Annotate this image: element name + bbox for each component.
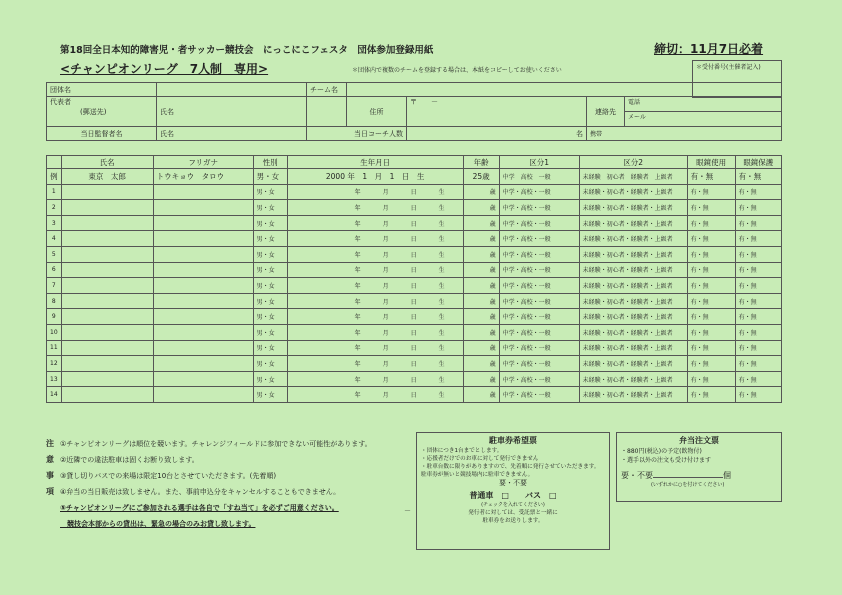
coach-count-label: 当日コーチ人数 xyxy=(307,127,407,141)
name-cell[interactable] xyxy=(61,324,153,340)
age-cell[interactable]: 歳 xyxy=(463,184,499,200)
div1-cell[interactable]: 中学・高校・一般 xyxy=(499,371,579,387)
guard-cell[interactable]: 有・無 xyxy=(735,184,781,200)
div1-cell[interactable]: 中学・高校・一般 xyxy=(499,293,579,309)
div2-cell[interactable]: 未経験・初心者・経験者・上級者 xyxy=(579,246,687,262)
guard-cell[interactable]: 有・無 xyxy=(735,309,781,325)
age-cell[interactable]: 歳 xyxy=(463,246,499,262)
glasses-cell[interactable]: 有・無 xyxy=(687,215,735,231)
sex-cell[interactable]: 男・女 xyxy=(253,278,287,294)
guard-cell[interactable]: 有・無 xyxy=(735,246,781,262)
glasses-cell[interactable]: 有・無 xyxy=(687,356,735,372)
row-number: 11 xyxy=(47,340,62,356)
rep-name-cell[interactable] xyxy=(157,97,307,127)
name-cell[interactable] xyxy=(61,246,153,262)
contact-field[interactable]: 電話 メール xyxy=(625,97,782,127)
guard-cell[interactable]: 有・無 xyxy=(735,356,781,372)
name-cell[interactable] xyxy=(61,231,153,247)
parking-request-box[interactable]: 駐車券希望票 ・団体につき1台までとします。 ・応援者だけでのお車に対して発行できません ・駐車台数に限りがありますので、先着順に発行させていただきます。駐車券が無いと競技場内に駐車できません。 要・不要 普通車 □ バス □ (チェックを入れてください) 発行者に対しては、受託票と一緒に 駐車券をお送りします。 xyxy=(416,432,610,550)
kana-cell[interactable] xyxy=(153,371,253,387)
kana-cell[interactable] xyxy=(153,293,253,309)
div2-cell[interactable]: 未経験・初心者・経験者・上級者 xyxy=(579,215,687,231)
deadline: 締切：11月7日必着 xyxy=(654,42,764,56)
div1-cell[interactable]: 中学・高校・一般 xyxy=(499,356,579,372)
row-number: 2 xyxy=(47,200,62,216)
bento-need[interactable]: 要・不要 xyxy=(621,471,653,480)
kana-cell[interactable] xyxy=(153,215,253,231)
sex-cell[interactable]: 男・女 xyxy=(253,200,287,216)
glasses-cell[interactable]: 有・無 xyxy=(687,262,735,278)
player-table xyxy=(46,155,782,403)
supervisor-label: 当日監督者名 xyxy=(47,127,157,141)
div1-cell[interactable]: 中学・高校・一般 xyxy=(499,262,579,278)
guard-cell[interactable]: 有・無 xyxy=(735,293,781,309)
age-cell[interactable]: 歳 xyxy=(463,293,499,309)
copy-note: ＊団体内で複数のチームを登録する場合は、本紙をコピーしてお使いください xyxy=(352,67,562,74)
guard-cell[interactable]: 有・無 xyxy=(735,387,781,403)
glasses-cell[interactable]: 有・無 xyxy=(687,184,735,200)
div2-cell[interactable]: 未経験・初心者・経験者・上級者 xyxy=(579,231,687,247)
row-number: 5 xyxy=(47,246,62,262)
div1-cell[interactable]: 中学・高校・一般 xyxy=(499,246,579,262)
age-cell[interactable]: 歳 xyxy=(463,387,499,403)
table-row[interactable] xyxy=(47,293,782,309)
bento-order-box[interactable]: 弁当注文票 ・880円(税込)の予定(飲物付) ・選手以外の注文も受け付けます 要・不要 個 (いずれかに○を付けてください) xyxy=(616,432,782,502)
glasses-cell[interactable]: 有・無 xyxy=(687,309,735,325)
div2-cell[interactable]: 未経験・初心者・経験者・上級者 xyxy=(579,340,687,356)
kana-cell[interactable] xyxy=(153,340,253,356)
rep-name-label: 氏名 xyxy=(160,107,174,116)
name-cell[interactable] xyxy=(61,340,153,356)
team-label: チーム名 xyxy=(307,83,347,97)
dob-cell[interactable]: 年 月 日 生 xyxy=(287,278,463,294)
header-kana: フリガナ xyxy=(153,156,253,169)
name-cell[interactable] xyxy=(61,293,153,309)
div2-cell[interactable]: 未経験・初心者・経験者・上級者 xyxy=(579,262,687,278)
guard-cell[interactable]: 有・無 xyxy=(735,215,781,231)
sex-cell[interactable]: 男・女 xyxy=(253,262,287,278)
league-subtitle: <チャンピオンリーグ 7人制 専用> xyxy=(60,62,269,76)
dash-mark: － xyxy=(404,507,411,515)
div2-cell[interactable]: 未経験・初心者・経験者・上級者 xyxy=(579,371,687,387)
table-row[interactable] xyxy=(47,231,782,247)
div1-cell[interactable]: 中学・高校・一般 xyxy=(499,200,579,216)
parking-vehicle-choice[interactable]: 普通車 □ バス □ xyxy=(469,491,557,500)
table-row[interactable] xyxy=(47,184,782,200)
header-div2: 区分2 xyxy=(579,156,687,169)
row-number: 14 xyxy=(47,387,62,403)
row-number: 10 xyxy=(47,324,62,340)
kana-cell[interactable] xyxy=(153,324,253,340)
coach-count-field[interactable]: 名 xyxy=(407,127,587,141)
dob-cell[interactable]: 年 月 日 生 xyxy=(287,215,463,231)
name-cell[interactable] xyxy=(61,215,153,231)
age-cell[interactable]: 歳 xyxy=(463,309,499,325)
table-row[interactable] xyxy=(47,200,782,216)
sex-cell[interactable]: 男・女 xyxy=(253,371,287,387)
age-cell[interactable]: 歳 xyxy=(463,371,499,387)
glasses-cell[interactable]: 有・無 xyxy=(687,293,735,309)
glasses-cell[interactable]: 有・無 xyxy=(687,371,735,387)
div1-cell[interactable]: 中学・高校・一般 xyxy=(499,309,579,325)
div1-cell[interactable]: 中学・高校・一般 xyxy=(499,231,579,247)
address-label: 住所 xyxy=(347,97,407,127)
row-number: 13 xyxy=(47,371,62,387)
div1-cell[interactable]: 中学・高校・一般 xyxy=(499,324,579,340)
glasses-cell[interactable]: 有・無 xyxy=(687,340,735,356)
name-cell[interactable] xyxy=(61,387,153,403)
age-cell[interactable]: 歳 xyxy=(463,356,499,372)
dob-cell[interactable]: 年 月 日 生 xyxy=(287,200,463,216)
note-5: ⑤チャンピオンリーグにご参加される選手は各自で「すね当て」を必ずご用意ください。 xyxy=(60,504,339,512)
div2-cell[interactable]: 未経験・初心者・経験者・上級者 xyxy=(579,278,687,294)
sex-cell[interactable]: 男・女 xyxy=(253,293,287,309)
kana-cell[interactable] xyxy=(153,387,253,403)
team-info-table xyxy=(46,82,782,141)
table-row[interactable] xyxy=(47,278,782,294)
table-row[interactable] xyxy=(47,246,782,262)
sex-cell[interactable]: 男・女 xyxy=(253,387,287,403)
age-cell[interactable]: 歳 xyxy=(463,324,499,340)
sex-cell[interactable]: 男・女 xyxy=(253,246,287,262)
team-name-label: 団体名 xyxy=(47,83,157,97)
header-div1: 区分1 xyxy=(499,156,579,169)
div1-cell[interactable]: 中学・高校・一般 xyxy=(499,340,579,356)
form-title: 第18回全日本知的障害児・者サッカー競技会 にっこにこフェスタ 団体参加登録用紙 xyxy=(60,45,434,56)
glasses-cell[interactable]: 有・無 xyxy=(687,200,735,216)
div2-cell[interactable]: 未経験・初心者・経験者・上級者 xyxy=(579,356,687,372)
blank[interactable] xyxy=(307,97,347,127)
sex-cell[interactable]: 男・女 xyxy=(253,184,287,200)
contact-label: 連絡先 xyxy=(587,97,625,127)
kana-cell[interactable] xyxy=(153,356,253,372)
div2-cell[interactable]: 未経験・初心者・経験者・上級者 xyxy=(579,309,687,325)
table-row[interactable] xyxy=(47,387,782,403)
team-field[interactable] xyxy=(347,83,782,97)
table-row[interactable] xyxy=(47,324,782,340)
guard-cell[interactable]: 有・無 xyxy=(735,278,781,294)
kana-cell[interactable] xyxy=(153,231,253,247)
header-glasses: 眼鏡使用 xyxy=(687,156,735,169)
supervisor-name[interactable]: 氏名 xyxy=(157,127,307,141)
kana-cell[interactable] xyxy=(153,309,253,325)
note-3: ③貸し切りバスでの来場は限定10台とさせていただきます。(先着順) xyxy=(60,472,277,480)
dob-cell[interactable]: 年 月 日 生 xyxy=(287,293,463,309)
name-cell[interactable] xyxy=(61,309,153,325)
div2-cell[interactable]: 未経験・初心者・経験者・上級者 xyxy=(579,293,687,309)
kana-cell[interactable] xyxy=(153,184,253,200)
sex-cell[interactable]: 男・女 xyxy=(253,324,287,340)
table-row[interactable] xyxy=(47,262,782,278)
row-number: 6 xyxy=(47,262,62,278)
table-row[interactable] xyxy=(47,340,782,356)
age-cell[interactable]: 歳 xyxy=(463,340,499,356)
note-1: ①チャンピオンリーグは順位を競います。チャレンジフィールドに参加できない可能性があります。 xyxy=(60,440,372,448)
table-row[interactable] xyxy=(47,371,782,387)
header-sex: 性別 xyxy=(253,156,287,169)
sex-cell[interactable]: 男・女 xyxy=(253,231,287,247)
name-cell[interactable] xyxy=(61,278,153,294)
dob-cell[interactable]: 年 月 日 生 xyxy=(287,340,463,356)
note-4: ④弁当の当日販売は致しません。また、事前申込分をキャンセルすることもできません。 xyxy=(60,488,341,496)
age-cell[interactable]: 歳 xyxy=(463,278,499,294)
name-cell[interactable] xyxy=(61,371,153,387)
header-age: 年齢 xyxy=(463,156,499,169)
div1-cell[interactable]: 中学・高校・一般 xyxy=(499,278,579,294)
notes: 注 意 事 項 ①チャンピオンリーグは順位を競います。チャレンジフィールドに参加できない可能性があります。 ②近隣での違法駐車は固くお断り致します。 ③貸し切りバスでの来場は限定10台とさせていただきます。(先着順) ④弁当の当日販売は致しません。また、事前申込分をキャンセルすることもできません。 ⑤チャンピオンリーグにご参加される選手は各自で「すね当て」を必ずご用意ください。 競技会本部からの貸出は、緊急の場合のみお貸し致します。 xyxy=(46,436,372,532)
div2-cell[interactable]: 未経験・初心者・経験者・上級者 xyxy=(579,387,687,403)
age-cell[interactable]: 歳 xyxy=(463,200,499,216)
guard-cell[interactable]: 有・無 xyxy=(735,340,781,356)
guard-cell[interactable]: 有・無 xyxy=(735,262,781,278)
dob-cell[interactable]: 年 月 日 生 xyxy=(287,309,463,325)
div2-cell[interactable]: 未経験・初心者・経験者・上級者 xyxy=(579,184,687,200)
dob-cell[interactable]: 年 月 日 生 xyxy=(287,387,463,403)
dob-cell[interactable]: 年 月 日 生 xyxy=(287,246,463,262)
table-row[interactable] xyxy=(47,215,782,231)
note-6: 競技会本部からの貸出は、緊急の場合のみお貸し致します。 xyxy=(60,520,256,528)
kana-cell[interactable] xyxy=(153,200,253,216)
dob-cell[interactable]: 年 月 日 生 xyxy=(287,184,463,200)
row-number: 1 xyxy=(47,184,62,200)
div2-cell[interactable]: 未経験・初心者・経験者・上級者 xyxy=(579,324,687,340)
guard-cell[interactable]: 有・無 xyxy=(735,200,781,216)
sex-cell[interactable]: 男・女 xyxy=(253,215,287,231)
guard-cell[interactable]: 有・無 xyxy=(735,231,781,247)
sex-cell[interactable]: 男・女 xyxy=(253,309,287,325)
note-2: ②近隣での違法駐車は固くお断り致します。 xyxy=(60,456,199,464)
kana-cell[interactable] xyxy=(153,246,253,262)
team-name-field[interactable] xyxy=(157,83,307,97)
header-dob: 生年月日 xyxy=(287,156,463,169)
reception-label: ＊受付番号(主催者記入) xyxy=(696,64,761,71)
header-name: 氏名 xyxy=(61,156,153,169)
row-number: 7 xyxy=(47,278,62,294)
kana-cell[interactable] xyxy=(153,278,253,294)
glasses-cell[interactable]: 有・無 xyxy=(687,278,735,294)
name-cell[interactable] xyxy=(61,356,153,372)
sex-cell[interactable]: 男・女 xyxy=(253,356,287,372)
glasses-cell[interactable]: 有・無 xyxy=(687,324,735,340)
glasses-cell[interactable]: 有・無 xyxy=(687,231,735,247)
row-number: 12 xyxy=(47,356,62,372)
row-number: 9 xyxy=(47,309,62,325)
row-number: 4 xyxy=(47,231,62,247)
mobile-field[interactable]: 携帯 xyxy=(587,127,782,141)
guard-cell[interactable]: 有・無 xyxy=(735,371,781,387)
glasses-cell[interactable]: 有・無 xyxy=(687,246,735,262)
name-cell[interactable] xyxy=(61,200,153,216)
name-cell[interactable] xyxy=(61,262,153,278)
example-row: 例 東京 太郎 トウキョウ タロウ 男・女 2000 年 1 月 1 日 生 25歳 中学 高校 一般 未経験 初心者 経験者 上級者 有・無 有・無 xyxy=(47,169,782,185)
age-cell[interactable]: 歳 xyxy=(463,231,499,247)
dob-cell[interactable]: 年 月 日 生 xyxy=(287,371,463,387)
header-guard: 眼鏡保護 xyxy=(735,156,781,169)
div1-cell[interactable]: 中学・高校・一般 xyxy=(499,184,579,200)
row-number: 8 xyxy=(47,293,62,309)
age-cell[interactable]: 歳 xyxy=(463,262,499,278)
rep-label: 代表者 (郵送先) xyxy=(47,97,157,127)
guard-cell[interactable]: 有・無 xyxy=(735,324,781,340)
div1-cell[interactable]: 中学・高校・一般 xyxy=(499,387,579,403)
kana-cell[interactable] xyxy=(153,262,253,278)
table-row[interactable] xyxy=(47,356,782,372)
row-number: 3 xyxy=(47,215,62,231)
div2-cell[interactable]: 未経験・初心者・経験者・上級者 xyxy=(579,200,687,216)
dob-cell[interactable]: 年 月 日 生 xyxy=(287,356,463,372)
div1-cell[interactable]: 中学・高校・一般 xyxy=(499,215,579,231)
dob-cell[interactable]: 年 月 日 生 xyxy=(287,262,463,278)
dob-cell[interactable]: 年 月 日 生 xyxy=(287,231,463,247)
glasses-cell[interactable]: 有・無 xyxy=(687,387,735,403)
name-cell[interactable] xyxy=(61,184,153,200)
address-field[interactable]: 〒 － xyxy=(407,97,587,127)
sex-cell[interactable]: 男・女 xyxy=(253,340,287,356)
table-row[interactable] xyxy=(47,309,782,325)
age-cell[interactable]: 歳 xyxy=(463,215,499,231)
dob-cell[interactable]: 年 月 日 生 xyxy=(287,324,463,340)
